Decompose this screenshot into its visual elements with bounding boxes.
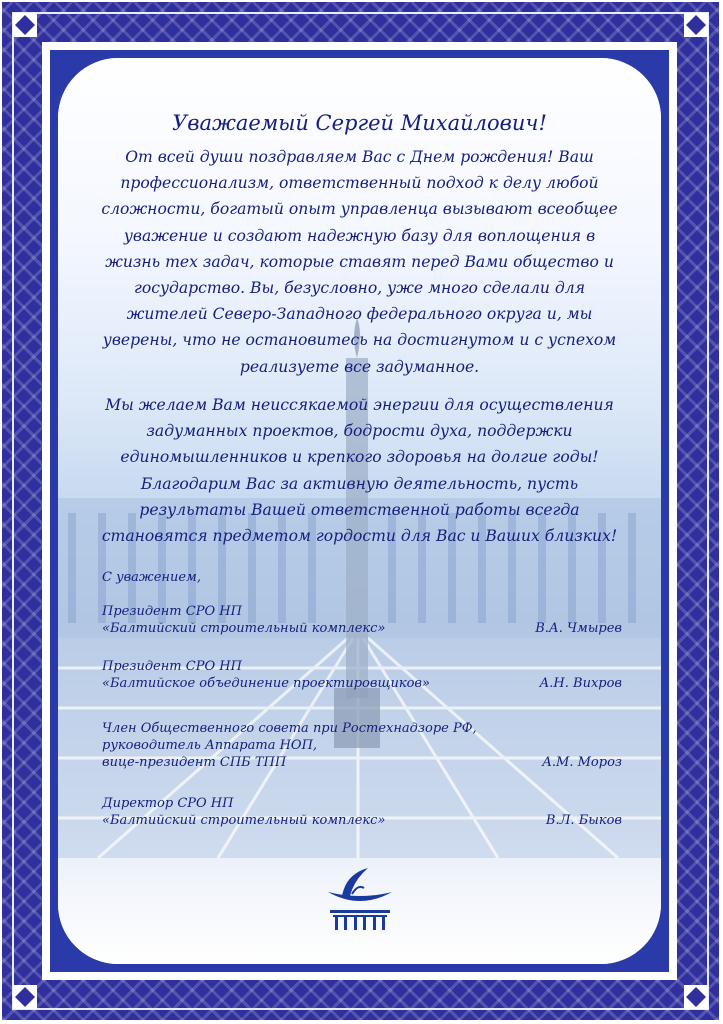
signatory-organization: «Балтийское объединение проектировщиков» <box>102 676 430 691</box>
paragraph-congratulations: От всей души поздравляем Вас с Днем рождения! Ваш профессионализм, ответственный подход к делу любой сложности, богатый опыт управленца вызывают всеобщее уважение и создают надежную базу для воплощения в жизнь тех задач, которые ставят перед Вами общество и государство. Вы, безусловно, уже много сделали для жителей Северо-Западного федерального округа и, мы уверены, что не остановитесь на достигнутом и с успехом реализуете все задуманное. <box>101 148 618 376</box>
signatory-name: В.Л. Быков <box>545 813 622 828</box>
signatory-name: В.А. Чмырев <box>535 621 622 636</box>
corner-ornament-icon <box>681 10 711 40</box>
corner-ornament-icon <box>10 982 40 1012</box>
closing-text: С уважением, <box>102 570 201 585</box>
paragraph-wishes: Мы желаем Вам неиссякаемой энергии для осуществления задуманных проектов, бодрости духа, поддержки единомышленников и крепкого здоровья на долгие годы! <box>105 396 614 467</box>
paragraph-gratitude: Благодарим Вас за активную деятельность, пусть результаты Вашей ответственной работы всегда становятся предметом гордости для Вас и Ваших близких! <box>101 475 618 546</box>
signatory-title: Президент СРО НП <box>102 604 242 619</box>
greeting-title: Уважаемый Сергей Михайлович! <box>172 111 547 135</box>
letter-panel <box>58 58 661 964</box>
signatory-name: А.Н. Вихров <box>539 676 622 691</box>
corner-ornament-icon <box>681 982 711 1012</box>
corner-ornament-icon <box>10 10 40 40</box>
signatory-block <box>102 720 622 771</box>
signatory-title: Член Общественного совета при Ростехнадзоре РФ, <box>102 721 477 736</box>
quill-columns-logo-icon <box>320 866 400 936</box>
signatory-title: Директор СРО НП <box>102 796 234 811</box>
signatory-organization: «Балтийский строительный комплекс» <box>102 621 386 636</box>
signatory-block <box>102 603 622 637</box>
signatory-organization: руководитель Аппарата НОП, <box>102 738 318 753</box>
signatory-organization: «Балтийский строительный комплекс» <box>102 813 386 828</box>
signatory-position: вице-президент СПБ ТПП <box>102 755 287 770</box>
signatory-block <box>102 795 622 829</box>
signatory-block <box>102 658 622 692</box>
signatory-name: А.М. Мороз <box>542 755 622 770</box>
signatory-title: Президент СРО НП <box>102 659 242 674</box>
